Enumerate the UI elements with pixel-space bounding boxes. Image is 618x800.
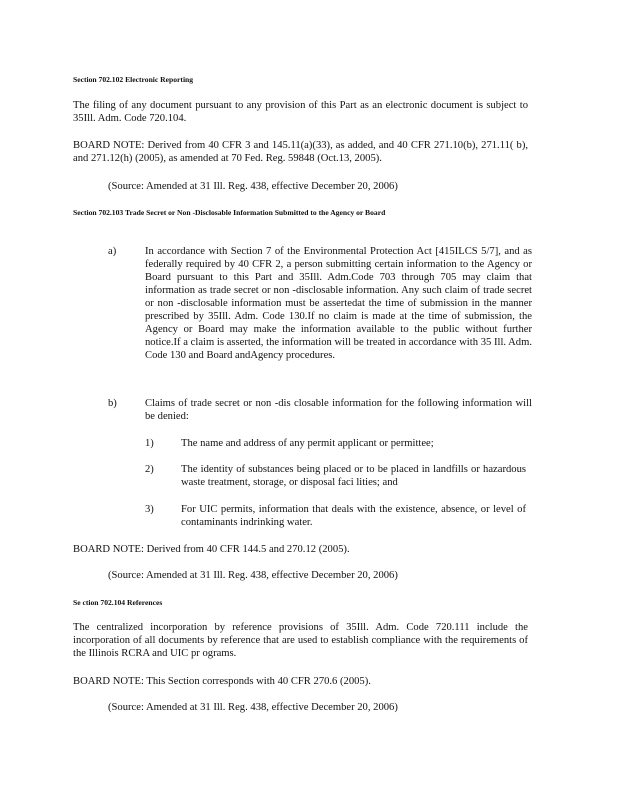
section-702-104-source: (Source: Amended at 31 Ill. Reg. 438, effective December 20, 2006) xyxy=(108,702,398,713)
section-702-102-heading: Section 702.102 Electronic Reporting xyxy=(73,75,194,84)
section-702-103-heading: Section 702.103 Trade Secret or Non -Disclosable Information Submitted to the Agency or Board xyxy=(73,208,386,217)
section-702-103-board-note: BOARD NOTE: Derived from 40 CFR 144.5 and 270.12 (2005). xyxy=(73,544,350,555)
subitem-3-label: 3) xyxy=(145,504,154,515)
section-702-102-body: The filing of any document pursuant to any provision of this Part as an electronic document is subject to 35Ill. Adm. Code 720.104. xyxy=(73,100,528,124)
section-702-103-source: (Source: Amended at 31 Ill. Reg. 438, effective December 20, 2006) xyxy=(108,570,398,581)
section-702-102-source: (Source: Amended at 31 Ill. Reg. 438, effective December 20, 2006) xyxy=(108,181,398,192)
subitem-1-text: The name and address of any permit applicant or permittee; xyxy=(181,438,434,449)
subitem-2-label: 2) xyxy=(145,464,154,475)
subitem-3-text: For UIC permits, information that deals with the existence, absence, or level of contaminants indrinking water. xyxy=(181,504,526,528)
section-702-104-heading: Se ction 702.104 References xyxy=(73,598,163,607)
item-b-text: Claims of trade secret or non -dis closable information for the following information will be denied: xyxy=(145,398,532,422)
section-702-104-body: The centralized incorporation by reference provisions of 35Ill. Adm. Code 720.111 include the incorporation of all documents by reference that are used to establish compliance with the requirements of the Illinois RCRA and UIC pr ograms. xyxy=(73,622,528,659)
item-a-text: In accordance with Section 7 of the Environmental Protection Act [415ILCS 5/7], and as federally required by 40 CFR 2, a person submitting certain information to the Agency or Board pursuant to this Part and 35Ill. Adm.Code 703 through 705 may claim that information as trade secret or non -disclosable information. Any such claim of trade secret or non -disclosable information must be assertedat the time of submission in the manner prescribed by 35Ill. Adm. Code 130.If no claim is made at the time of submission, the Agency or Board may make the information available to the public without further notice.If a claim is asserted, the information will be treated in accordance with 35 Ill. Adm. Code 130 and Board andAgency procedures. xyxy=(145,246,532,361)
item-a-label: a) xyxy=(108,246,117,257)
subitem-1-label: 1) xyxy=(145,438,154,449)
section-702-102-board-note: BOARD NOTE: Derived from 40 CFR 3 and 145.11(a)(33), as added, and 40 CFR 271.10(b), 271.11( b), and 271.12(h) (2005), as amended at 70 Fed. Reg. 59848 (Oct.13, 2005). xyxy=(73,140,528,164)
subitem-2-text: The identity of substances being placed or to be placed in landfills or hazardous waste treatment, storage, or disposal faci lities; and xyxy=(181,464,526,488)
section-702-104-board-note: BOARD NOTE: This Section corresponds with 40 CFR 270.6 (2005). xyxy=(73,676,371,687)
item-b-label: b) xyxy=(108,398,117,409)
